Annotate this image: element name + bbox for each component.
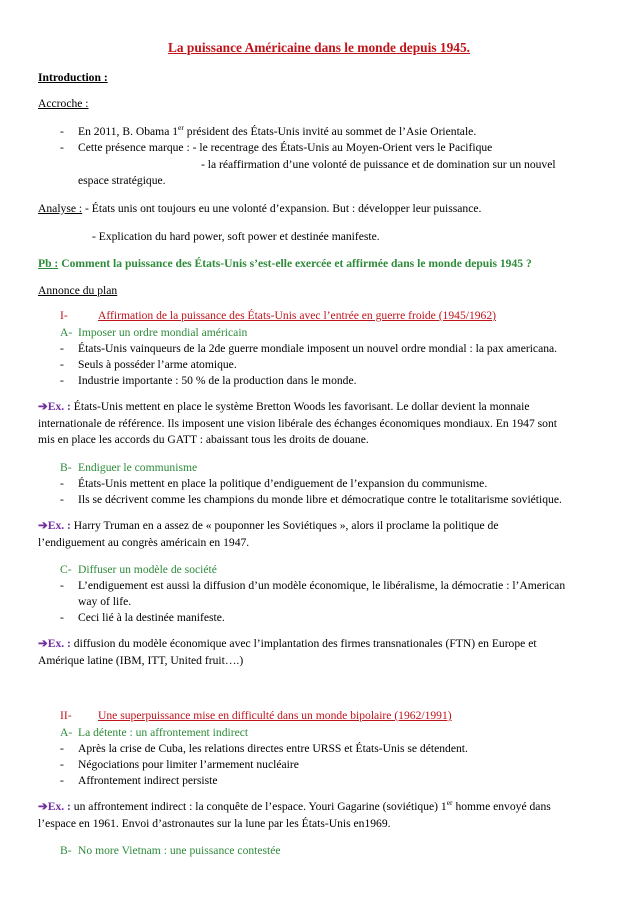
subpart-title: Diffuser un modèle de société <box>78 563 217 576</box>
example-text: homme envoyé dans <box>452 800 551 813</box>
arrow-right-icon: ➔ <box>38 637 48 650</box>
pb-label: Pb : <box>38 257 59 270</box>
bullet-mark: - <box>60 758 64 771</box>
accroche-text: En 2011, B. Obama 1 <box>78 125 179 138</box>
list-item-text: États-Unis mettent en place la politique d’endiguement de l’expansion du communisme. <box>78 477 488 490</box>
subpart-number: A- <box>60 726 73 739</box>
subpart-title: Endiguer le communisme <box>78 461 198 474</box>
example-label: Ex. : <box>47 800 71 813</box>
superscript: er <box>178 123 184 133</box>
bullet-mark: - <box>60 579 64 592</box>
example-1a-line-3: mis en place les accords du GATT : abaissant tous les droits de douane. <box>38 433 369 446</box>
list-item-text: Après la crise de Cuba, les relations directes entre URSS et États-Unis se détendent. <box>78 742 468 755</box>
example-1b-line-2: l’endiguement au congrès américain en 1947. <box>38 536 250 549</box>
list-item-text: Négociations pour limiter l’armement nucléaire <box>78 758 299 771</box>
list-item-continued: way of life. <box>78 595 132 608</box>
analyse-line-2: - Explication du hard power, soft power et destinée manifeste. <box>92 230 380 243</box>
subpart-title: No more Vietnam : une puissance contestée <box>78 844 281 857</box>
bullet-mark: - <box>60 611 64 624</box>
bullet-mark: - <box>60 125 64 138</box>
subpart-number: B- <box>60 461 72 474</box>
list-item-text: États-Unis vainqueurs de la 2de guerre mondiale imposent un nouvel ordre mondial : la pax americana. <box>78 342 558 355</box>
bullet-mark: - <box>60 774 64 787</box>
example-label: Ex. : <box>47 637 71 650</box>
bullet-mark: - <box>60 477 64 490</box>
analyse-text: - États unis ont toujours eu une volonté d’expansion. But : développer leur puissance. <box>82 202 482 215</box>
list-item-text: L’endiguement est aussi la diffusion d’un modèle économique, le libéralisme, la démocratie : l’American <box>78 579 566 592</box>
accroche-item-2-continued-2: espace stratégique. <box>78 174 166 187</box>
accroche-text: président des États-Unis invité au sommet de l’Asie Orientale. <box>183 125 477 138</box>
example-label: Ex. : <box>47 400 71 413</box>
example-text: un affrontement indirect : la conquête de l’espace. Youri Gagarine (soviétique) 1 <box>70 800 447 813</box>
part-number: II- <box>60 709 72 722</box>
example-1a-line-1 <box>38 399 530 414</box>
bullet-mark: - <box>60 358 64 371</box>
example-text: Harry Truman en a assez de « pouponner les Soviétiques », alors il proclame la politique de <box>70 519 499 532</box>
analyse-label: Analyse : <box>38 202 83 215</box>
part-number: I- <box>60 309 68 322</box>
bullet-mark: - <box>60 141 64 154</box>
bullet-mark: - <box>60 742 64 755</box>
accroche-label: Accroche : <box>38 97 89 110</box>
arrow-right-icon: ➔ <box>38 800 48 813</box>
part-title: Affirmation de la puissance des États-Unis avec l’entrée en guerre froide (1945/1962) <box>98 309 497 322</box>
superscript: er <box>446 798 453 808</box>
subpart-title: La détente : un affrontement indirect <box>78 726 249 739</box>
document-title: La puissance Américaine dans le monde depuis 1945. <box>167 40 471 55</box>
annonce-du-plan: Annonce du plan <box>38 284 118 297</box>
subpart-number: A- <box>60 326 73 339</box>
bullet-mark: - <box>60 342 64 355</box>
example-1a-line-2: internationale de référence. Ils imposent une vision libérale des échanges économiques mondiaux. En 1947 sont <box>38 417 557 430</box>
bullet-mark: - <box>60 493 64 506</box>
list-item-text: Ils se décrivent comme les champions du monde libre et démocratique contre le totalitarisme soviétique. <box>78 493 562 506</box>
example-text: États-Unis mettent en place le système Bretton Woods les favorisant. Le dollar devient la monnaie <box>70 400 530 413</box>
bullet-mark: - <box>60 374 64 387</box>
problematique <box>38 256 532 271</box>
list-item-text: Industrie importante : 50 % de la production dans le monde. <box>78 374 357 387</box>
arrow-right-icon: ➔ <box>38 519 48 532</box>
example-1b-line-1 <box>38 518 499 533</box>
analyse-line-1 <box>38 201 481 216</box>
example-1c-line-1 <box>38 636 537 651</box>
introduction-heading: Introduction : <box>38 71 108 84</box>
example-label: Ex. : <box>47 519 71 532</box>
example-2a-line-1 <box>38 799 551 814</box>
subpart-number: C- <box>60 563 72 576</box>
accroche-item-2-continued: - la réaffirmation d’une volonté de puissance et de domination sur un nouvel <box>201 158 556 171</box>
list-item-text: Seuls à posséder l’arme atomique. <box>78 358 237 371</box>
example-text: diffusion du modèle économique avec l’implantation des firmes transnationales (FTN) en Europe et <box>70 637 537 650</box>
example-2a-line-2: l’espace en 1961. Envoi d’astronautes sur la lune par les États-Unis en1969. <box>38 817 391 830</box>
part-title: Une superpuissance mise en difficulté dans un monde bipolaire (1962/1991) <box>98 709 452 722</box>
list-item-text: Ceci lié à la destinée manifeste. <box>78 611 225 624</box>
subpart-title: Imposer un ordre mondial américain <box>78 326 248 339</box>
accroche-text: Cette présence marque : - le recentrage des États-Unis au Moyen-Orient vers le Pacifique <box>78 141 493 154</box>
example-1c-line-2: Amérique latine (IBM, ITT, United fruit….) <box>38 654 244 667</box>
subpart-number: B- <box>60 844 72 857</box>
pb-text: Comment la puissance des États-Unis s’est-elle exercée et affirmée dans le monde depuis 1945 ? <box>58 257 532 270</box>
list-item-text: Affrontement indirect persiste <box>78 774 218 787</box>
arrow-right-icon: ➔ <box>38 400 48 413</box>
